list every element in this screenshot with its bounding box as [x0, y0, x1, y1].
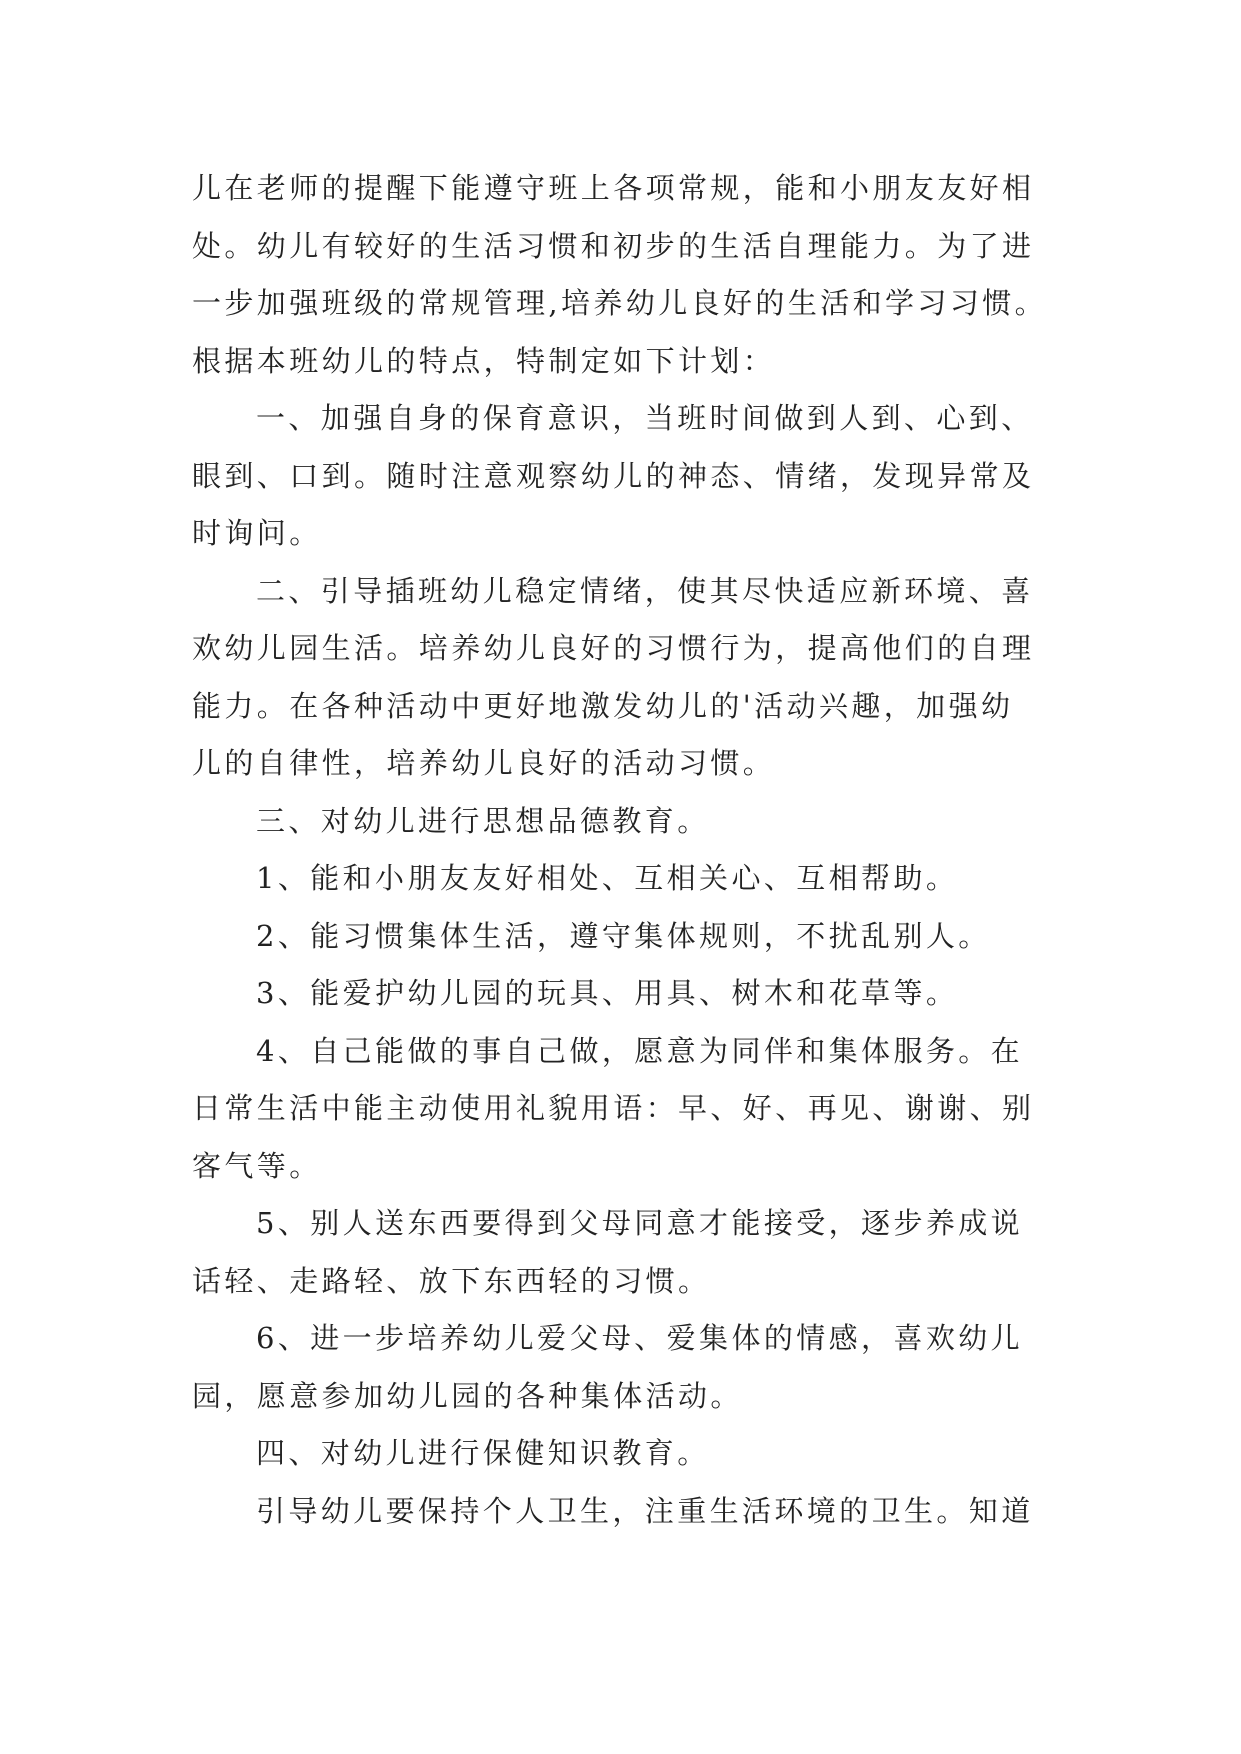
- text-line: 四、对幼儿进行保健知识教育。: [256, 1436, 710, 1470]
- text-line: 1、能和小朋友友好相处、互相关心、互相帮助。: [256, 861, 959, 895]
- text-line: 儿的自律性，培养幼儿良好的活动习惯。: [192, 746, 776, 780]
- text-line: 欢幼儿园生活。培养幼儿良好的习惯行为，提高他们的自理: [192, 631, 1035, 665]
- text-line: 客气等。: [192, 1148, 322, 1183]
- text-line: 时询问。: [192, 516, 322, 550]
- text-line: 4、自己能做的事自己做，愿意为同伴和集体服务。在: [256, 1033, 1024, 1068]
- document-body: [192, 160, 1092, 1540]
- text-line: 二、引导插班幼儿稳定情绪，使其尽快适应新环境、喜: [256, 573, 1034, 608]
- text-line: 园，愿意参加幼儿园的各种集体活动。: [192, 1378, 743, 1413]
- text-line: 眼到、口到。随时注意观察幼儿的神态、情绪，发现异常及: [192, 458, 1035, 493]
- text-line: 一、加强自身的保育意识，当班时间做到人到、心到、: [256, 401, 1034, 435]
- text-line: 6、进一步培养幼儿爱父母、爱集体的情感，喜欢幼儿: [256, 1321, 1024, 1355]
- text-line: 儿在老师的提醒下能遵守班上各项常规，能和小朋友友好相: [192, 171, 1035, 205]
- text-line: 5、别人送东西要得到父母同意才能接受，逐步养成说: [256, 1206, 1024, 1240]
- text-line: 3、能爱护幼儿园的玩具、用具、树木和花草等。: [256, 976, 959, 1010]
- text-line: 一步加强班级的常规管理,培养幼儿良好的生活和学习习惯。: [192, 286, 1048, 320]
- text-line: 话轻、走路轻、放下东西轻的习惯。: [192, 1263, 711, 1298]
- text-line: 三、对幼儿进行思想品德教育。: [256, 803, 710, 838]
- text-line: 引导幼儿要保持个人卫生，注重生活环境的卫生。知道: [256, 1493, 1034, 1528]
- text-line: 日常生活中能主动使用礼貌用语：早、好、再见、谢谢、别: [192, 1091, 1035, 1125]
- text-line: 处。幼儿有较好的生活习惯和初步的生活自理能力。为了进: [192, 228, 1035, 263]
- text-line: 能力。在各种活动中更好地激发幼儿的'活动兴趣，加强幼: [192, 688, 1014, 723]
- text-line: 根据本班幼儿的特点，特制定如下计划：: [192, 343, 776, 378]
- text-line: 2、能习惯集体生活，遵守集体规则，不扰乱别人。: [256, 918, 991, 953]
